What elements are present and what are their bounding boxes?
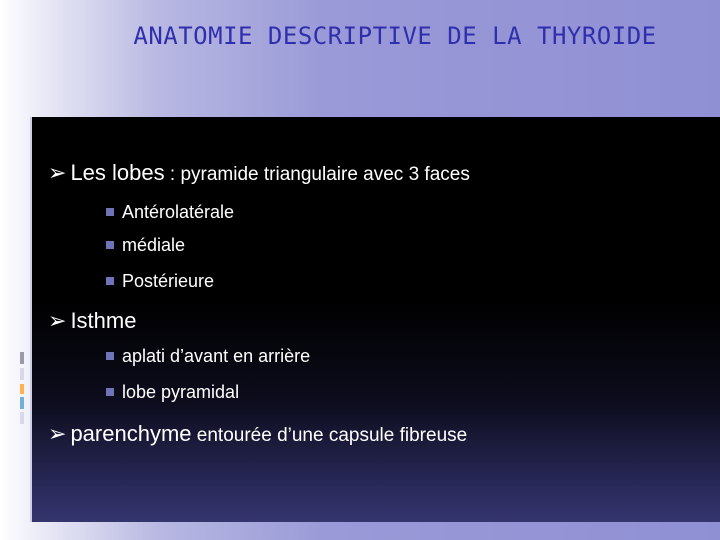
decorative-bar [20,397,24,409]
arrow-bullet-icon: ➢ [48,160,67,185]
sub-bullet [106,271,214,292]
sub-bullet-text: Antérolatérale [122,202,235,222]
arrow-bullet-icon: ➢ [48,421,67,446]
arrow-bullet-icon: ➢ [48,308,67,333]
decorative-bar [20,412,24,424]
bullet-rest: entourée d’une capsule fibreuse [191,425,468,446]
bullet-lead: Les lobes [70,160,165,185]
sub-bullet-text: Postérieure [122,271,215,291]
sub-bullet-text: aplati d’avant en arrière [122,346,311,366]
decorative-bar [20,368,24,380]
sub-bullet [106,235,185,256]
bullet-parenchyme [48,421,467,447]
decorative-bar [20,352,24,364]
decorative-bar [20,384,24,394]
bullet-isthme [48,308,136,334]
sub-bullet [106,382,239,403]
sub-bullet [106,202,234,223]
square-bullet-icon [106,241,114,249]
bullet-lead: Isthme [70,308,137,333]
bullet-lead: parenchyme [70,421,192,446]
square-bullet-icon [106,277,114,285]
sub-bullet-text: lobe pyramidal [122,382,240,402]
square-bullet-icon [106,388,114,396]
square-bullet-icon [106,208,114,216]
bullet-lobes [48,160,470,186]
sub-bullet-text: médiale [122,235,186,255]
square-bullet-icon [106,352,114,360]
bullet-rest: : pyramide triangulaire avec 3 faces [164,164,470,185]
slide-title: ANATOMIE DESCRIPTIVE DE LA THYROIDE [133,22,657,50]
sub-bullet [106,346,310,367]
